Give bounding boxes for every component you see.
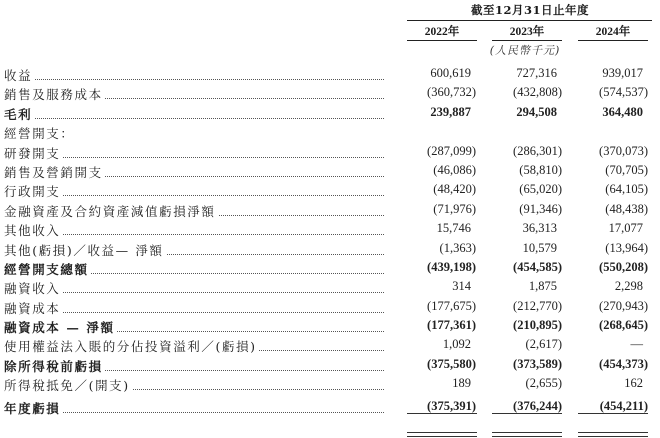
row-label [4,66,384,84]
row-value-2024: (574,537) [599,85,648,100]
row-value-2022: (1,363) [439,240,476,255]
row-label-text: 年度虧損 [4,400,61,416]
row-label [4,241,384,259]
row-label-text: 銷售及服務成本 [4,87,103,103]
row-label [4,124,384,142]
row-value-2022: 314 [452,279,471,294]
row-label-text: 融資成本 — 淨額 [4,320,115,336]
row-value-2022: 1,092 [442,337,471,352]
row-value-2024: (270,943) [599,298,648,313]
row-label [4,182,384,200]
statement-row [0,355,660,374]
row-label [4,202,384,220]
total-double-rule [492,432,562,437]
row-value-2023: (58,810) [519,162,562,177]
header-rule [407,20,652,21]
row-value-2023: (286,301) [513,143,562,158]
row-value-2022: 189 [452,376,471,391]
row-value-2024: 17,077 [608,221,643,236]
row-value-2023: (91,346) [519,201,562,216]
row-label-text: 收益 [4,68,33,83]
row-value-2022: (439,198) [427,259,476,274]
row-label [4,144,384,162]
row-value-2023: (373,589) [513,356,562,371]
row-value-2024: — [630,337,643,352]
row-value-2024: 2,298 [614,279,643,294]
statement-row [0,239,660,258]
statement-row [0,277,660,296]
row-label-text: 融資成本 [4,300,61,316]
row-value-2024: 364,480 [602,104,643,119]
currency-unit-label: (人民幣千元) [489,44,561,57]
row-label [4,376,384,394]
statement-rows [0,64,660,416]
row-label-text: 毛利 [4,106,33,122]
row-label-text: 融資收入 [4,281,61,297]
row-label [4,299,384,317]
total-double-rule [407,432,477,437]
row-label-text: 所得稅抵免／(開支) [4,378,130,394]
statement-row [0,316,660,335]
row-value-2022: (46,086) [433,162,476,177]
row-value-2024: 162 [624,376,643,391]
total-double-rule [578,432,648,437]
row-value-2022: (375,580) [427,356,476,371]
row-label [4,279,384,297]
row-label-text: 行政開支 [4,184,61,200]
statement-row [0,335,660,354]
statement-row [0,122,660,141]
row-value-2022: (48,420) [433,182,476,197]
row-value-2022: 15,746 [436,221,471,236]
row-value-2022: (360,732) [427,85,476,100]
row-label [4,337,384,355]
statement-row [0,200,660,219]
statement-row [0,180,660,199]
row-label [4,318,384,336]
row-value-2024: (13,964) [605,240,648,255]
row-label [4,85,384,103]
row-value-2024: 939,017 [602,66,643,80]
row-label [4,105,384,123]
row-value-2024: (48,438) [605,201,648,216]
statement-row [0,258,660,277]
row-label-text: 金融資產及合約資產減值虧損淨額 [4,203,216,219]
statement-row [0,161,660,180]
row-value-2023: 36,313 [522,221,557,236]
statement-row [0,103,660,122]
statement-row [0,297,660,316]
row-label-text: 使用權益法入賬的分佔投資溢利／(虧損) [4,339,257,355]
row-value-2022: (71,976) [433,201,476,216]
row-value-2022: 239,887 [430,104,471,119]
statement-row [0,142,660,161]
row-value-2023: 727,316 [516,66,557,80]
row-label-text: 經營開支總額 [4,261,89,277]
year-header-2024: 2024年 [595,26,631,38]
row-value-2023: (212,770) [513,298,562,313]
row-value-2023: (376,244) [513,398,562,413]
subtotal-rule [492,413,562,414]
year-rule [578,40,648,41]
year-rule [492,40,562,41]
row-value-2024: (70,705) [605,162,648,177]
row-value-2023: (454,585) [513,259,562,274]
row-value-2023: (2,617) [525,337,562,352]
row-value-2022: (375,391) [427,398,476,413]
row-value-2023: (210,895) [513,318,562,333]
row-value-2024: (454,373) [599,356,648,371]
subtotal-rule [578,413,648,414]
row-value-2024: (64,105) [605,182,648,197]
period-heading: 截至12月31日止年度 [470,3,589,17]
subtotal-rule [407,413,477,414]
row-label-text: 研發開支 [4,145,61,161]
row-value-2022: (177,675) [427,298,476,313]
row-value-2023: 1,875 [528,279,557,294]
row-label [4,399,384,417]
row-value-2023: (432,808) [513,85,562,100]
statement-row [0,83,660,102]
row-value-2024: (454,211) [599,398,648,413]
row-label-text: 其他收入 [4,223,61,239]
row-label [4,221,384,239]
row-label-text: 其他(虧損)／收益— 淨額 [4,242,164,258]
year-header-2023: 2023年 [509,26,545,38]
row-value-2023: 294,508 [516,104,557,119]
row-label [4,260,384,278]
row-label-text: 銷售及營銷開支 [4,164,103,180]
statement-row [0,64,660,83]
row-value-2024: (370,073) [599,143,648,158]
row-value-2023: (2,655) [525,376,562,391]
row-value-2023: (65,020) [519,182,562,197]
row-label-text: 除所得稅前虧損 [4,358,103,374]
year-header-2022: 2022年 [424,26,460,38]
row-value-2024: (268,645) [599,318,648,333]
row-value-2022: 600,619 [430,66,471,80]
row-value-2022: (287,099) [427,143,476,158]
row-label-text: 經營開支： [4,126,75,142]
row-value-2024: (550,208) [599,259,648,274]
row-label [4,357,384,375]
row-value-2022: (177,361) [427,318,476,333]
year-rule [407,40,477,41]
row-value-2023: 10,579 [522,240,557,255]
statement-row [0,219,660,238]
row-label [4,163,384,181]
statement-row [0,374,660,393]
